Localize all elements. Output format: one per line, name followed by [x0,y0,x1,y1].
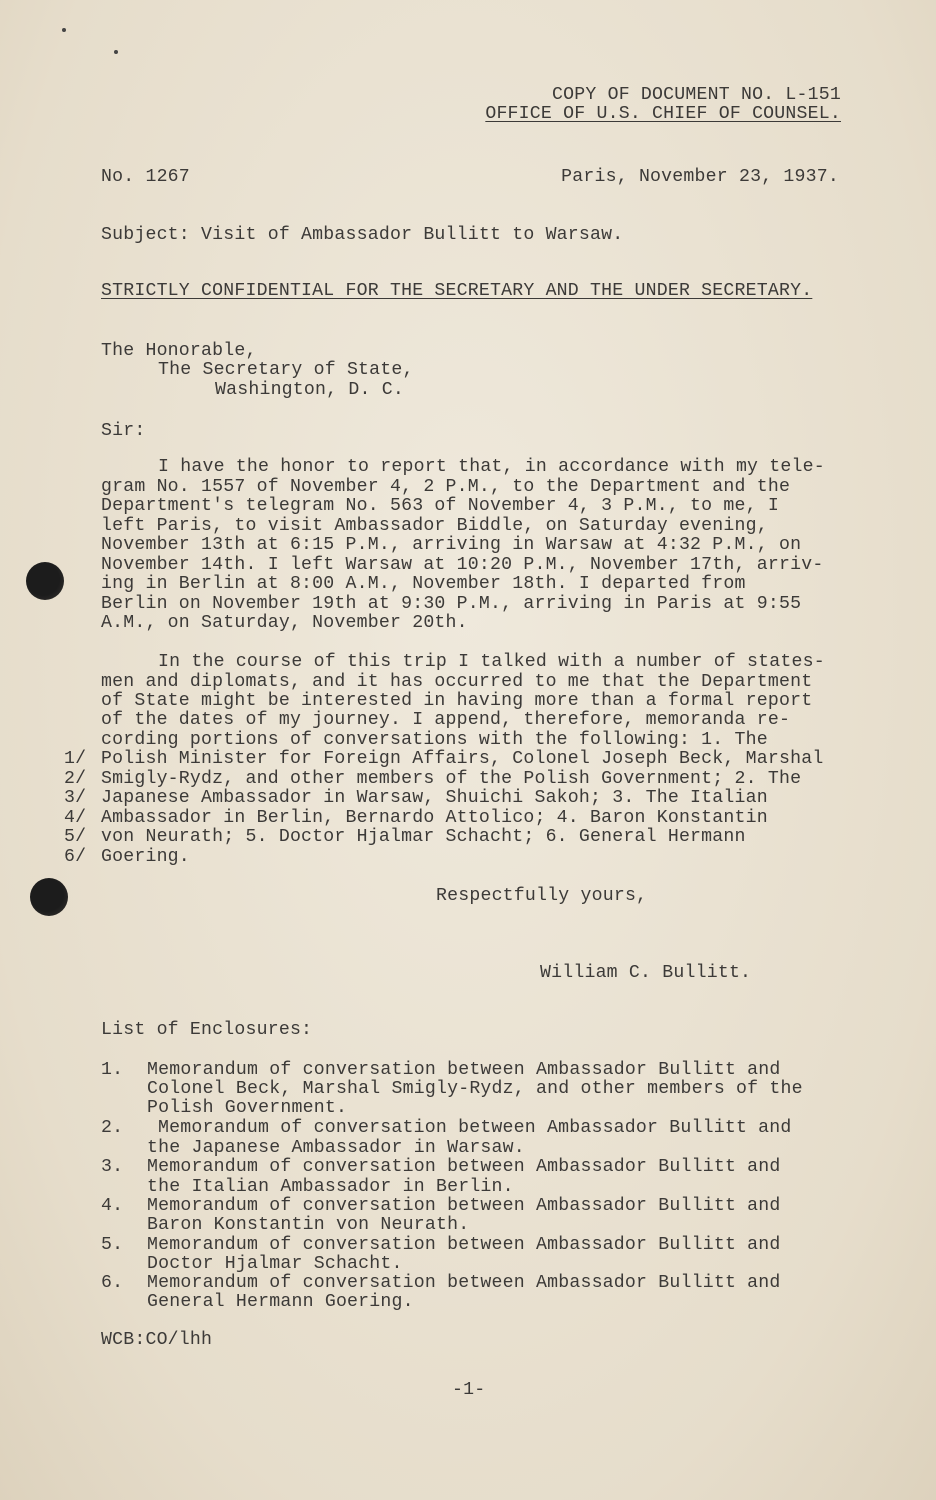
enclosure-number: 4. [101,1196,124,1216]
paragraph-line: Polish Minister for Foreign Affairs, Colonel Joseph Beck, Marshal [101,749,824,769]
ink-speck [114,50,118,54]
enclosure-line: Memorandum of conversation between Ambassador Bullitt and [147,1273,781,1293]
enclosure-line: Memorandum of conversation between Ambassador Bullitt and [147,1157,781,1177]
margin-mark: 4/ [64,808,87,828]
closing: Respectfully yours, [436,886,648,906]
paragraph-line: men and diplomats, and it has occurred to me that the Department [101,672,813,692]
confidential-line: STRICTLY CONFIDENTIAL FOR THE SECRETARY AND THE UNDER SECRETARY. [101,281,813,301]
paragraph-line: ing in Berlin at 8:00 A.M., November 18th. I departed from [101,574,746,594]
paragraph-line: Smigly-Rydz, and other members of the Polish Government; 2. The [101,769,802,789]
enclosure-line: the Italian Ambassador in Berlin. [147,1177,514,1197]
paragraph-line: Department's telegram No. 563 of November 4, 3 P.M., to me, I [101,496,779,516]
dateline: Paris, November 23, 1937. [561,167,839,187]
paragraph-line: Ambassador in Berlin, Bernardo Attolico; 4. Baron Konstantin [101,808,768,828]
paragraph-line: A.M., on Saturday, November 20th. [101,613,468,633]
enclosure-line: Doctor Hjalmar Schacht. [147,1254,403,1274]
enclosure-line: Memorandum of conversation between Ambassador Bullitt and [147,1060,781,1080]
enclosure-line: the Japanese Ambassador in Warsaw. [147,1138,525,1158]
enclosure-line: Memorandum of conversation between Ambassador Bullitt and [147,1196,781,1216]
enclosure-number: 1. [101,1060,124,1080]
enclosure-line: Colonel Beck, Marshal Smigly-Rydz, and other members of the [147,1079,803,1099]
paragraph-line: of the dates of my journey. I append, therefore, memoranda re- [101,710,791,730]
document-number: No. 1267 [101,167,190,187]
copy-line: COPY OF DOCUMENT NO. L-151 [552,85,841,105]
address-line: Washington, D. C. [215,380,404,400]
enclosure-line: General Hermann Goering. [147,1292,414,1312]
paragraph-line: gram No. 1557 of November 4, 2 P.M., to the Department and the [101,477,791,497]
paragraph-line: von Neurath; 5. Doctor Hjalmar Schacht; 6. General Hermann [101,827,746,847]
margin-mark: 5/ [64,827,87,847]
enclosure-number: 5. [101,1235,124,1255]
paragraph-line: left Paris, to visit Ambassador Biddle, on Saturday evening, [101,516,768,536]
typist-initials: WCB:CO/lhh [101,1330,213,1350]
paragraph-line: In the course of this trip I talked with a number of states- [158,652,825,672]
page-number: -1- [452,1380,486,1400]
signature: William C. Bullitt. [540,963,752,983]
paragraph-line: cording portions of conversations with the following: 1. The [101,730,768,750]
subject-line: Subject: Visit of Ambassador Bullitt to Warsaw. [101,225,624,245]
paragraph-line: Berlin on November 19th at 9:30 P.M., arriving in Paris at 9:55 [101,594,802,614]
punch-hole [30,878,68,916]
paragraph-line: November 13th at 6:15 P.M., arriving in Warsaw at 4:32 P.M., on [101,535,802,555]
paragraph-line: I have the honor to report that, in accordance with my tele- [158,457,825,477]
enclosure-line: Memorandum of conversation between Ambassador Bullitt and [147,1235,781,1255]
enclosure-line: Baron Konstantin von Neurath. [147,1215,470,1235]
enclosure-number: 2. [101,1118,124,1138]
paragraph-line: of State might be interested in having more than a formal report [101,691,813,711]
punch-hole [26,562,64,600]
enclosure-number: 3. [101,1157,124,1177]
margin-mark: 3/ [64,788,87,808]
salutation: Sir: [101,421,146,441]
address-line: The Honorable, [101,341,257,361]
enclosure-line: Polish Government. [147,1098,348,1118]
enclosure-line: Memorandum of conversation between Ambassador Bullitt and [158,1118,792,1138]
paragraph-line: Japanese Ambassador in Warsaw, Shuichi Sakoh; 3. The Italian [101,788,768,808]
margin-mark: 1/ [64,749,87,769]
paragraph-line: November 14th. I left Warsaw at 10:20 P.M., November 17th, arriv- [101,555,824,575]
ink-speck [62,28,66,32]
margin-mark: 6/ [64,847,87,867]
enclosure-number: 6. [101,1273,124,1293]
enclosures-title: List of Enclosures: [101,1020,313,1040]
paragraph-line: Goering. [101,847,190,867]
margin-mark: 2/ [64,769,87,789]
address-line: The Secretary of State, [158,360,414,380]
office-line: OFFICE OF U.S. CHIEF OF COUNSEL. [485,104,841,124]
